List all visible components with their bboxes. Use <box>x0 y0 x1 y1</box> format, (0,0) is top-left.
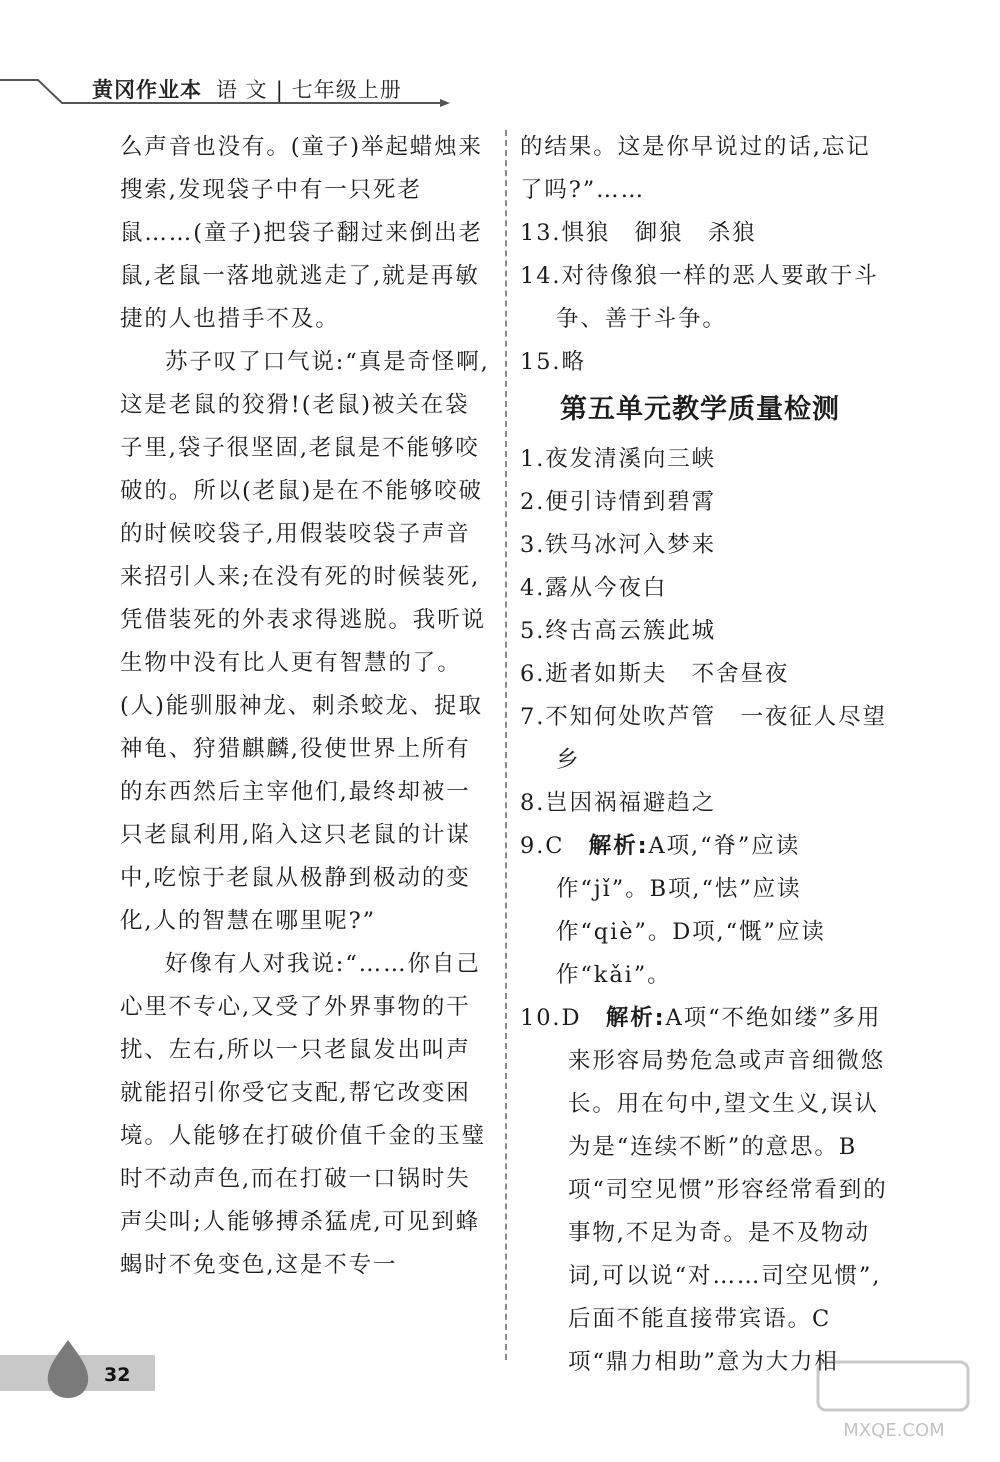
answer-item-9 <box>520 825 890 997</box>
page-header <box>0 0 1000 130</box>
analysis-text: A项,“脊”应读作“jǐ”。B项,“怯”应读作“qiè”。D项,“慨”应读作“kǎi”。 <box>556 833 826 988</box>
left-column <box>120 126 490 1287</box>
text-paragraph: 苏子叹了口气说:“真是奇怪啊,这是老鼠的狡猾!(老鼠)被关在袋子里,袋子很坚固,老鼠是不能够咬破的。所以(老鼠)是在不能够咬破的时候咬袋子,用假装咬袋子声音来招引人来;在没有死的时候装死,凭借装死的外表求得逃脱。我听说生物中没有比人更有智慧的了。(人)能驯服神龙、刺杀蛟龙、捉取神龟、狩猎麒麟,役使世界上所有的东西然后主宰他们,最终却被一只老鼠利用,陷入这只老鼠的计谋中,吃惊于老鼠从极静到极动的变化,人的智慧在哪里呢?” <box>120 349 490 934</box>
watermark-text: MXQE.COM <box>843 1420 945 1441</box>
item-number: 4. <box>520 575 546 601</box>
item-text: 铁马冰河入梦来 <box>545 532 717 558</box>
subject-label: 语 文 <box>216 78 268 102</box>
item-number: 13. <box>520 220 562 246</box>
title-separator: | <box>275 78 284 102</box>
item-text: 便引诗情到碧霄 <box>545 489 717 515</box>
item-number: 9.C <box>520 833 565 859</box>
book-title <box>92 74 402 104</box>
item-text: 惧狼 御狼 杀狼 <box>561 220 757 246</box>
answer-item <box>520 341 890 384</box>
answer-item <box>520 567 890 610</box>
item-text: 终古高云簇此城 <box>545 618 717 644</box>
answer-item <box>520 696 890 782</box>
answer-item <box>520 653 890 696</box>
answer-item <box>520 782 890 825</box>
item-text: 露从今夜白 <box>545 575 668 601</box>
continuation-text: 的结果。这是你早说过的话,忘记了吗?”…… <box>520 134 871 203</box>
section-title: 第五单元教学质量检测 <box>560 394 840 425</box>
analysis-label: 解析: <box>588 833 649 859</box>
answer-item <box>520 481 890 524</box>
item-number: 1. <box>520 446 546 472</box>
item-number: 15. <box>520 349 562 375</box>
answer-item-10 <box>520 997 890 1384</box>
page-number: 32 <box>104 1364 131 1386</box>
item-number: 14. <box>520 263 562 289</box>
grade-label: 七年级上册 <box>291 78 402 102</box>
answer-item <box>520 212 890 255</box>
watermark-logo-icon <box>812 1356 980 1446</box>
item-text: 对待像狼一样的恶人要敢于斗争、善于斗争。 <box>556 263 879 332</box>
book-title-main: 黄冈作业本 <box>92 78 202 102</box>
answer-item <box>520 524 890 567</box>
answer-item <box>520 438 890 481</box>
answer-item <box>520 255 890 341</box>
analysis-text: A项“不绝如缕”多用来形容局势危急或声音细微悠长。用在句中,望文生义,误认为是“连续不断”的意思。B项“司空见惯”形容经常看到的事物,不足为奇。是不及物动词,可以说“对……司空见惯”,后面不能直接带宾语。C项“鼎力相助”意为大力相 <box>568 1005 888 1375</box>
item-number: 8. <box>520 790 546 816</box>
item-text: 略 <box>561 349 586 375</box>
item-text: 不知何处吹芦管 一夜征人尽望乡 <box>545 704 887 773</box>
right-column <box>520 126 890 1384</box>
header-decoration <box>0 0 1000 130</box>
item-text: 夜发清溪向三峡 <box>545 446 717 472</box>
item-number: 3. <box>520 532 546 558</box>
item-number: 6. <box>520 661 546 687</box>
item-number: 2. <box>520 489 546 515</box>
text-paragraph: 好像有人对我说:“……你自己心里不专心,又受了外界事物的干扰、左右,所以一只老鼠发出叫声就能招引你受它支配,帮它改变困境。人能够在打破价值千金的玉璧时不动声色,而在打破一口锅时失声尖叫;人能够搏杀猛虎,可见到蜂蝎时不免变色,这是不专一 <box>120 951 487 1278</box>
item-number: 5. <box>520 618 546 644</box>
item-text: 岂因祸福避趋之 <box>545 790 717 816</box>
item-number: 7. <box>520 704 546 730</box>
item-text: 逝者如斯夫 不舍昼夜 <box>545 661 790 687</box>
answer-item <box>520 610 890 653</box>
item-number: 10.D <box>520 1005 582 1031</box>
column-divider <box>505 130 507 1360</box>
analysis-label: 解析: <box>605 1005 666 1031</box>
text-paragraph: 么声音也没有。(童子)举起蜡烛来搜索,发现袋子中有一只死老鼠……(童子)把袋子翻过来倒出老鼠,老鼠一落地就逃走了,就是再敏捷的人也措手不及。 <box>120 134 483 332</box>
page-tab-decoration <box>0 1340 200 1400</box>
